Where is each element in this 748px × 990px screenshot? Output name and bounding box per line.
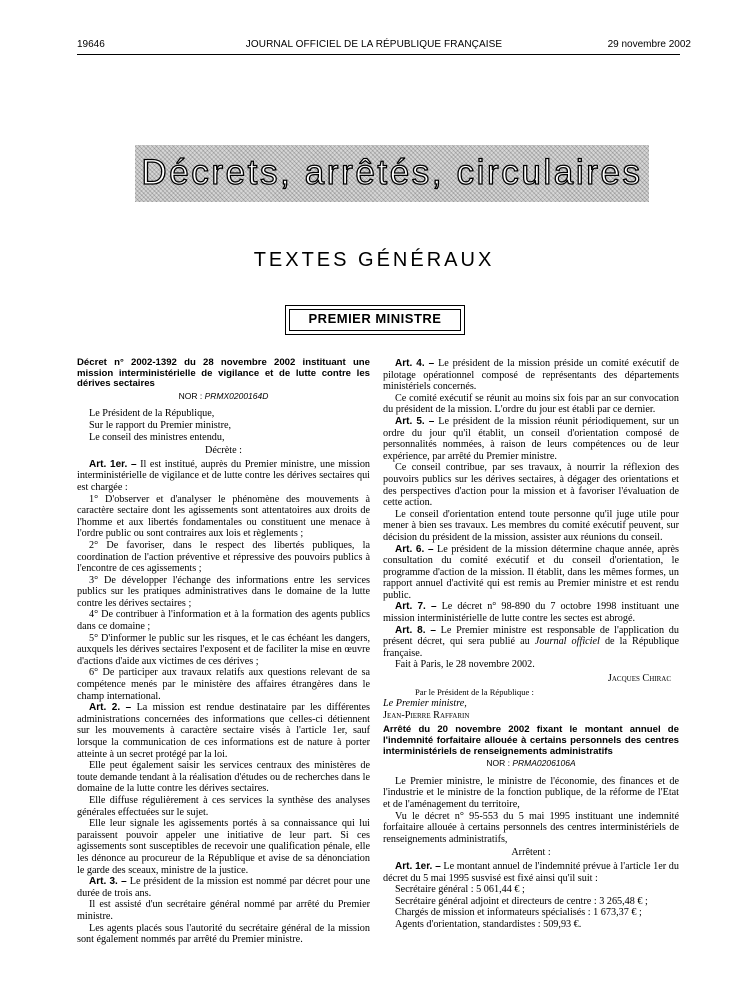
paragraph: Il est assisté d'un secrétaire général nommé par arrêté du Premier ministre.: [77, 899, 370, 922]
list-item: 3° De développer l'échange des informations entre les services publics sur les pratiques administratives dans le domaine de la lutte contre les dérives sectaires ;: [77, 574, 370, 609]
amount-line: Chargés de mission et informateurs spécialisés : 1 673,37 € ;: [395, 907, 642, 919]
article-5: Art. 5. – Le président de la mission réunit périodiquement, sur un ordre du jour qu'il établit, un conseil d'orientation composé de personnalités nommées, à raison de leurs compétences ou de leur expérience, par arrêté du Premier ministre.: [383, 415, 680, 462]
arrete-title: Arrêté du 20 novembre 2002 fixant le montant annuel de l'indemnité forfaitaire allouée à certains personnels des centres interministériels de renseignements administratifs: [383, 724, 679, 757]
by-president: Par le Président de la République :: [415, 686, 534, 697]
ministry-box: [285, 305, 465, 335]
pm-name: Jean-Pierre Raffarin: [383, 709, 470, 721]
banner-title: Décrets, arrêtés, circulaires: [141, 153, 643, 192]
journal-title: JOURNAL OFFICIEL DE LA RÉPUBLIQUE FRANÇAISE: [245, 39, 503, 50]
list-item: 1° D'observer et d'analyser le phénomène des mouvements à caractère sectaire dont les agissements sont attentatoires aux droits de l'homme et aux libertés fondamentales ou constituent une menace à l'ordre public ou sont contraires aux lois et règlements ;: [77, 493, 370, 540]
signatory-name: Jacques Chirac: [607, 673, 671, 685]
decret-nor: NOR : PRMX0200164D: [178, 390, 269, 401]
article-4: Art. 4. – Le président de la mission préside un comité exécutif de pilotage opérationnel composé de représentants des départements ministériels concernés.: [383, 358, 679, 393]
amount-line: Agents d'orientation, standardistes : 509,93 €.: [395, 918, 582, 930]
article-2: Art. 2. – La mission est rendue destinataire par les différentes administrations concernées des informations que celles-ci détiennent sur les mouvements à caractère sectaire visés à l'article 1er, sauf lorsque la communication de ces informations est de nature à porter atteinte à un secret protégé par la loi.: [77, 702, 370, 760]
page-number: 19646: [77, 39, 105, 50]
intro-line: Sur le rapport du Premier ministre,: [89, 419, 232, 431]
intro-line: Le Président de la République,: [89, 408, 215, 420]
issue-date: 29 novembre 2002: [607, 39, 691, 50]
list-item: 2° De favoriser, dans le respect des libertés publiques, la coordination de l'action préventive et répressive des pouvoirs publics à l'encontre de ces agissements ;: [77, 539, 370, 575]
section-banner: [135, 145, 649, 202]
paragraph: Ce conseil contribue, par ses travaux, à nourrir la réflexion des pouvoirs publics sur les dérives sectaires, à dégager des orientations et des perspectives d'action pour la mission et à favoriser l'évaluation de cette action.: [383, 462, 679, 509]
list-item: 4° De contribuer à l'information et à la formation des agents publics dans ce domaine ;: [77, 609, 370, 633]
paragraph: Les agents placés sous l'autorité du secrétaire général de la mission sont également nommés par arrêté du Premier ministre.: [77, 922, 370, 946]
paragraph: Elle peut également saisir les services centraux des ministères de toute demande tendant à la réalisation d'études ou de recherches dans le domaine de la lutte contre les dérives sectaires.: [77, 760, 370, 795]
article-3: Art. 3. – Le président de la mission est nommé par décret pour une durée de trois ans.: [77, 876, 371, 899]
paragraph: Vu le décret n° 95-553 du 5 mai 1995 instituant une indemnité forfaitaire allouée à certains personnels des centres interministériels de renseignements administratifs,: [383, 810, 679, 845]
arrete-article-1: Art. 1er. – Le montant annuel de l'indemnité prévue à l'article 1er du décret du 5 mai 1995 susvisé est fixé ainsi qu'il suit :: [383, 860, 679, 884]
article-1: Art. 1er. – Il est institué, auprès du Premier ministre, une mission interministérielle de vigilance et de lutte contre les dérives sectaires qui est chargée :: [77, 458, 371, 493]
paragraph: Le conseil d'orientation entend toute personne qu'il juge utile pour mener à bien ses travaux. Les membres du comité exécutif peuvent, sur décision du président de la mission, assister aux réunions du conseil.: [383, 508, 679, 543]
arrete-nor: NOR : PRMA0206106A: [486, 758, 576, 769]
list-item: 6° De participer aux travaux relatifs aux questions relevant de sa compétence menés par le ministère des affaires étrangères dans le champ international.: [77, 667, 370, 702]
page-header: [0, 39, 748, 55]
article-7: Art. 7. – Le décret n° 98-890 du 7 octobre 1998 instituant une mission interministérielle de lutte contre les sectes est abrogé.: [383, 601, 679, 625]
amount-line: Secrétaire général adjoint et directeurs de centre : 3 265,48 € ;: [395, 895, 648, 907]
section-title: TEXTES GÉNÉRAUX: [253, 249, 495, 271]
signature-place-date: Fait à Paris, le 28 novembre 2002.: [395, 659, 535, 671]
paragraph: Le Premier ministre, le ministre de l'économie, des finances et de l'industrie et le ministre de la fonction publique, de la réforme de l'Etat et de l'aménagement du territoire,: [383, 775, 679, 810]
list-item: 5° D'informer le public sur les risques, et le cas échéant les dangers, auxquels les dérives sectaires l'exposent et de faciliter la mise en œuvre d'actions d'aide aux victimes de ces dérives ;: [77, 632, 370, 667]
ministry-title: PREMIER MINISTRE: [308, 311, 442, 326]
article-6: Art. 6. – Le président de la mission détermine chaque année, après consultation du comité exécutif et du conseil d'orientation, le programme d'action de la mission. Il établit, dans les mêmes formes, un rapport annuel d'activité qui est remis au Premier ministre et est rendu public.: [383, 543, 679, 601]
paragraph: Elle leur signale les agissements portés à sa connaissance qui lui paraissent pouvoir appeler une initiative de leur part. Si ces agissements sont susceptibles de recevoir une qualification pénale, elle les dénonce au procureur de la République et avise de sa dénonciation le garde des sceaux, ministre de la justice.: [77, 818, 370, 876]
header-rule: [77, 54, 680, 55]
decrete-line: Décrète :: [204, 445, 243, 457]
right-column: [383, 358, 679, 931]
article-8: Art. 8. – Le Premier ministre est responsable de l'application du présent décret, qui sera publié au Journal officiel de la République française.: [383, 624, 680, 659]
intro-line: Le conseil des ministres entendu,: [89, 431, 225, 443]
arretent-line: Arrêtent :: [511, 847, 551, 859]
amount-line: Secrétaire général : 5 061,44 € ;: [395, 884, 525, 896]
pm-role: Le Premier ministre,: [383, 698, 467, 710]
left-column: [77, 358, 370, 946]
decret-title: Décret n° 2002-1392 du 28 novembre 2002 instituant une mission interministérielle de vigilance et de lutte contre les dérives sectaires: [77, 357, 370, 390]
paragraph: Ce comité exécutif se réunit au moins six fois par an sur convocation du président de la mission. L'ordre du jour est établi par ce dernier.: [383, 392, 679, 416]
paragraph: Elle diffuse régulièrement à ces services la synthèse des analyses générales effectuées sur le sujet.: [77, 794, 370, 818]
